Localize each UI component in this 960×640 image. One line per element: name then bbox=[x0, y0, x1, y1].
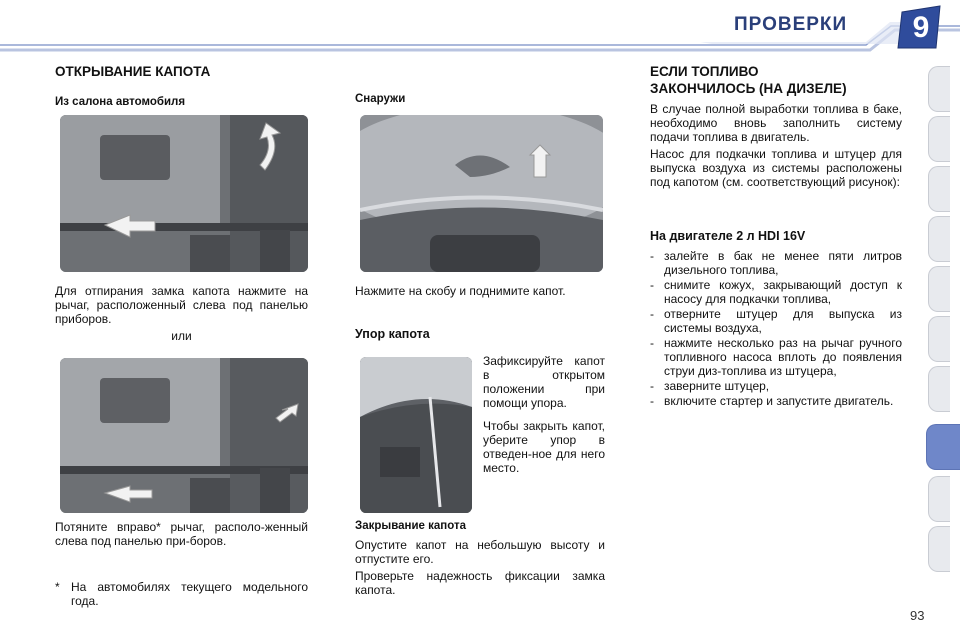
section-title-out-of-fuel-line2: ЗАКОНЧИЛОСЬ (НА ДИЗЕЛЕ) bbox=[650, 81, 847, 96]
photo-hood-release-lever bbox=[60, 115, 308, 272]
photo-hood-prop bbox=[360, 357, 472, 513]
subtitle-hood-closing: Закрывание капота bbox=[355, 520, 466, 532]
chapter-tab-9-active[interactable] bbox=[926, 424, 960, 470]
chapter-tab-10[interactable] bbox=[928, 476, 950, 522]
priming-steps-list bbox=[650, 249, 902, 409]
chapter-tab-1[interactable] bbox=[928, 66, 950, 112]
text-pump-location: Насос для подкачки топлива и штуцер для выпуска воздуха из системы расположены под капотом (см. соответствующий рисунок): bbox=[650, 147, 902, 189]
chapter-tab-3[interactable] bbox=[928, 166, 950, 212]
footnote-mark: * bbox=[55, 580, 60, 594]
chapter-tab-2[interactable] bbox=[928, 116, 950, 162]
photo-hood-catch bbox=[360, 115, 603, 272]
chapter-title: ПРОВЕРКИ bbox=[734, 14, 848, 35]
section-title-hood-opening: ОТКРЫВАНИЕ КАПОТА bbox=[55, 64, 211, 79]
text-prop-close: Чтобы закрыть капот, уберите упор в отведен-ное для него место. bbox=[483, 419, 605, 475]
text-fuel-empty: В случае полной выработки топлива в баке, необходимо вновь заполнить систему подачи топлива в двигатель. bbox=[650, 102, 902, 144]
photo-hood-release-lever-alt bbox=[60, 358, 308, 513]
chapter-tab-5[interactable] bbox=[928, 266, 950, 312]
list-item: - включите стартер и запустите двигатель. bbox=[650, 394, 902, 408]
list-item: - отверните штуцер для выпуска из системы воздуха, bbox=[650, 307, 902, 335]
list-item: - залейте в бак не менее пяти литров дизельного топлива, bbox=[650, 249, 902, 277]
footnote-text: На автомобилях текущего модельного года. bbox=[71, 580, 308, 608]
list-item: - заверните штуцер, bbox=[650, 379, 902, 393]
text-press-catch: Нажмите на скобу и поднимите капот. bbox=[355, 284, 566, 298]
text-or: или bbox=[171, 329, 192, 343]
chapter-tab-7[interactable] bbox=[928, 366, 950, 412]
chapter-tab-4[interactable] bbox=[928, 216, 950, 262]
text-prop-fix: Зафиксируйте капот в открытом положении при помощи упора. bbox=[483, 354, 605, 410]
text-lower-hood: Опустите капот на небольшую высоту и отпустите его. bbox=[355, 538, 605, 566]
subtitle-from-outside: Снаружи bbox=[355, 93, 406, 105]
chapter-tab-6[interactable] bbox=[928, 316, 950, 362]
footnote bbox=[55, 580, 308, 608]
text-pull-lever: Потяните вправо* рычаг, располо-женный слева под панелью при-боров. bbox=[55, 520, 308, 548]
chapter-number: 9 bbox=[912, 11, 930, 44]
subtitle-from-cabin: Из салона автомобиля bbox=[55, 96, 186, 108]
list-item: - нажмите несколько раз на рычаг ручного топливного насоса вплоть до появления струи диз-топлива из штуцера, bbox=[650, 336, 902, 378]
list-item: - снимите кожух, закрывающий доступ к насосу для подкачки топлива, bbox=[650, 278, 902, 306]
text-hood-release-lever: Для отпирания замка капота нажмите на рычаг, расположенный слева под панелью приборов. bbox=[55, 284, 308, 326]
section-title-hood-prop: Упор капота bbox=[355, 327, 430, 341]
page-number: 93 bbox=[910, 608, 925, 623]
section-title-out-of-fuel-line1: ЕСЛИ ТОПЛИВО bbox=[650, 64, 759, 79]
chapter-tab-11[interactable] bbox=[928, 526, 950, 572]
section-title-hdi-engine: На двигателе 2 л HDI 16V bbox=[650, 229, 806, 243]
text-check-latch: Проверьте надежность фиксации замка капота. bbox=[355, 569, 605, 597]
